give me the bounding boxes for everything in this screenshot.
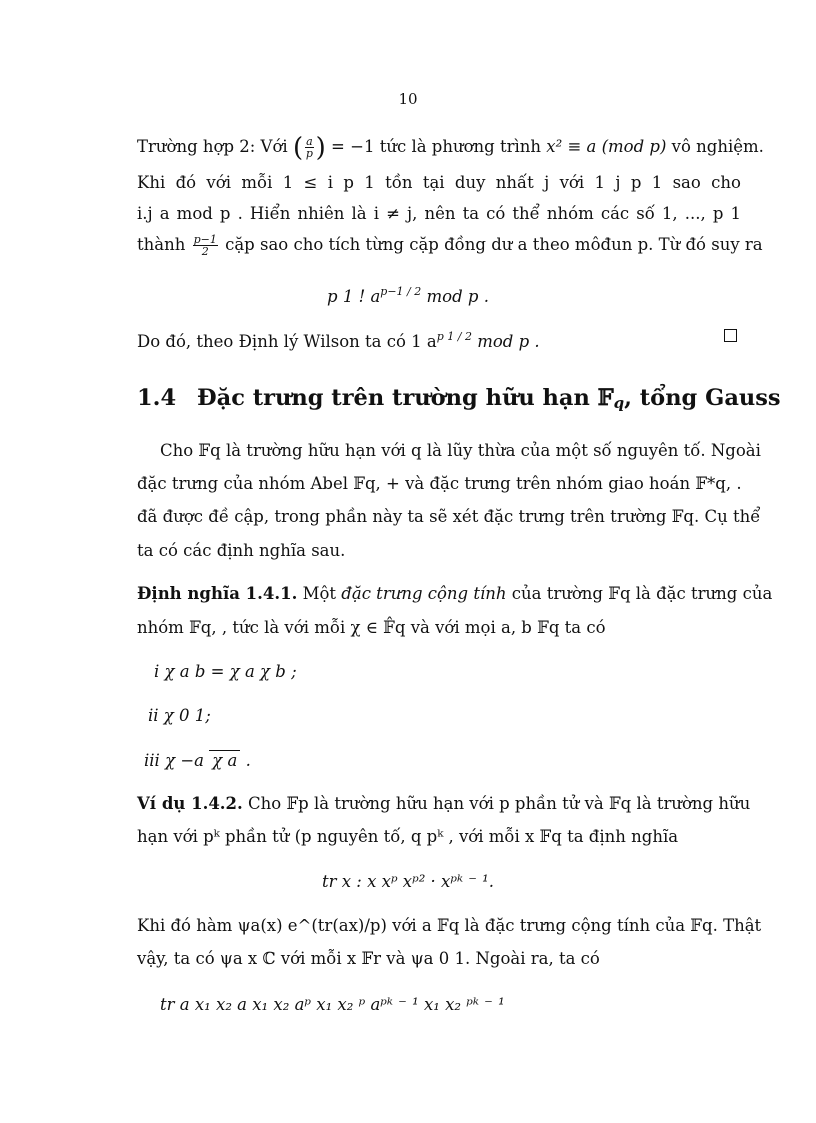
trace-definition-equation: tr x : x xᵖ xᵖ² · xᵖᵏ ⁻ ¹.: [321, 872, 495, 891]
definition-l1-pre: Một: [297, 584, 342, 603]
definition-item-iii: [144, 750, 748, 772]
definition-iii-post: .: [240, 751, 251, 770]
definition-iii-conjugate: χ a: [209, 750, 240, 770]
intro-line-2: đặc trưng của nhóm Abel 𝔽q, + và đặc trưng trên nhóm giao hoán 𝔽*q, .: [137, 474, 742, 493]
half-fraction: [193, 234, 218, 257]
intro-line-3: đã được đề cập, trong phần này ta sẽ xét đặc trưng trên trường 𝔽q. Cụ thể: [137, 507, 761, 526]
eq1-exponent: p−1 / 2: [380, 285, 422, 298]
example-line-3: Khi đó hàm ψa(x) e^(tr(ax)/p) với a 𝔽q là đặc trưng cộng tính của 𝔽q. Thật: [137, 916, 762, 935]
definition-item-i: i χ a b = χ a χ b ;: [154, 662, 297, 681]
legendre-bottom: p: [305, 147, 313, 160]
example-l1: Cho 𝔽p là trường hữu hạn với p phần tử và 𝔽q là trường hữu: [242, 794, 751, 813]
half-fraction-num: p−1: [193, 233, 217, 246]
page-number: 10: [398, 90, 418, 108]
example-line-1: [137, 793, 751, 815]
definition-iii-pre: iii χ −a: [144, 751, 210, 770]
case2-line-5: [137, 326, 741, 353]
case2-line-1: [137, 133, 764, 163]
case2-line-4-post: cặp sao cho tích từng cặp đồng dư a theo môđun p. Từ đó suy ra: [219, 235, 763, 254]
half-fraction-den: 2: [201, 245, 209, 258]
section-heading: [137, 385, 781, 412]
definition-label: Định nghĩa 1.4.1.: [137, 584, 298, 603]
trace-additivity-equation: tr a x₁ x₂ a x₁ x₂ aᵖ x₁ x₂ ᵖ aᵖᵏ ⁻ ¹ x₁ x₂ ᵖᵏ ⁻ ¹: [160, 995, 505, 1014]
case2-line-2: Khi đó với mỗi 1 ≤ i p 1 tồn tại duy nhất j với 1 j p 1 sao cho: [137, 173, 741, 192]
case2-line-1-mid: = −1 tức là phương trình: [325, 137, 547, 156]
intro-line-4: ta có các định nghĩa sau.: [137, 541, 346, 560]
right-paren: ): [315, 133, 326, 163]
definition-l1-post: của trường 𝔽q là đặc trưng của: [506, 584, 773, 603]
case2-line-4: [137, 233, 763, 258]
display-equation-1: [0, 281, 816, 308]
legendre-symbol: [305, 136, 314, 159]
case2-line-1-pre: Trường hợp 2: Với: [137, 137, 293, 156]
case2-line-5-post: mod p .: [471, 332, 540, 351]
legendre-top: a: [306, 135, 313, 148]
definition-line-1: [137, 583, 773, 605]
section-number: 1.4: [137, 385, 177, 411]
example-label: Ví dụ 1.4.2.: [137, 794, 243, 813]
section-title: Đặc trưng trên trường hữu hạn 𝔽: [197, 385, 614, 411]
definition-line-2: nhóm 𝔽q, , tức là với mỗi χ ∈ 𝔽̂q và với mọi a, b 𝔽q ta có: [137, 618, 606, 637]
case2-line-3: i.j a mod p . Hiển nhiên là i ≠ j, nên ta có thể nhóm các số 1, ..., p 1: [137, 204, 741, 223]
case2-line-5-exponent: p 1 / 2: [436, 330, 472, 343]
qed-box-icon: [724, 329, 737, 342]
case2-line-4-pre: thành: [137, 235, 191, 254]
eq1-right: mod p .: [421, 287, 489, 306]
example-line-2: hạn với pᵏ phần tử (p nguyên tố, q pᵏ , với mỗi x 𝔽q ta định nghĩa: [137, 827, 679, 846]
case2-line-1-post: vô nghiệm.: [666, 137, 764, 156]
definition-term: đặc trưng cộng tính: [341, 584, 507, 603]
section-title-sub: q: [613, 394, 625, 412]
section-title-end: , tổng Gauss: [624, 385, 781, 411]
left-paren: (: [292, 133, 304, 163]
case2-line-5-pre: Do đó, theo Định lý Wilson ta có 1 a: [137, 332, 437, 351]
eq1-left: p 1 ! a: [327, 287, 381, 306]
intro-line-1: Cho 𝔽q là trường hữu hạn với q là lũy thừa của một số nguyên tố. Ngoài: [160, 441, 761, 460]
case2-equation: x² ≡ a (mod p): [546, 137, 667, 156]
definition-item-ii: ii χ 0 1;: [148, 706, 211, 725]
example-line-4: vậy, ta có ψa x ℂ với mỗi x 𝔽r và ψa 0 1. Ngoài ra, ta có: [137, 949, 600, 968]
